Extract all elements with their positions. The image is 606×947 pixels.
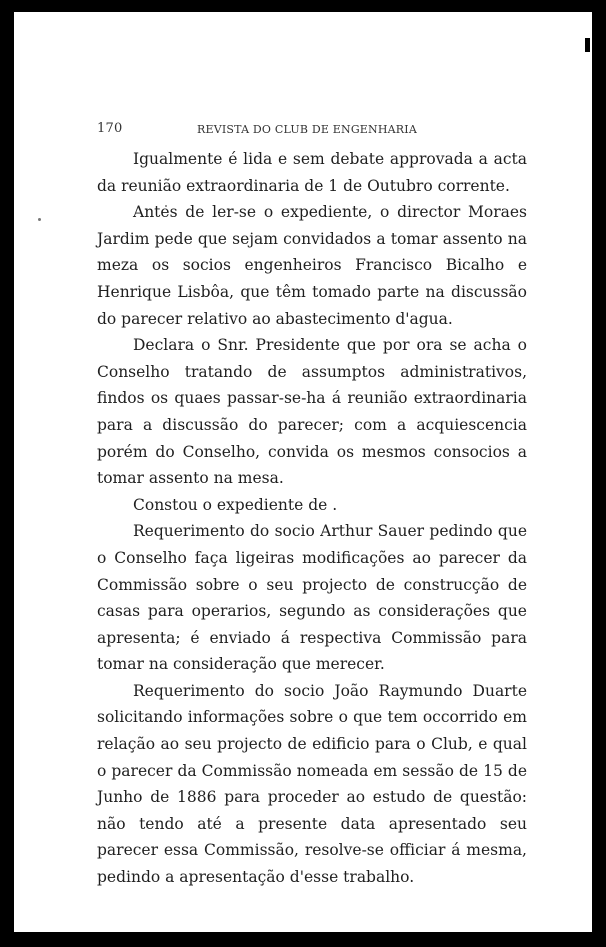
page-number: 170 <box>97 121 123 136</box>
paragraph-raymundo-duarte: Requerimento do socio João Raymundo Duarte solicitando informações sobre o que tem occorrido em relação ao seu projecto de edificio para o Club, e qual o parecer da Commissão nomeada em sessão de 15 de Junho de 1886 para proceder ao estudo de questão: não tendo até a presente data apresentado seu parecer essa Commissão, resolve-se officiar á mesma, pedindo a apresentação d'esse trabalho. <box>97 681 527 887</box>
document-page <box>14 12 592 932</box>
paragraph-minutes-approval: Igualmente é lida e sem debate approvada a acta da reunião extraordinaria de 1 de Outubro corrente. <box>97 150 527 195</box>
paragraph-expediente: Constou o expediente de . <box>133 495 338 514</box>
paragraph-moraes-jardim: Antes de ler-se o expediente, o director Moraes Jardim pede que sejam convidados a tomar assento na meza os socios engenheiros Francisco Bicalho e Henrique Lisbôa, que têm tomado parte na discussão do parecer relativo ao abastecimento d'agua. <box>97 203 527 328</box>
running-header <box>97 121 527 137</box>
scan-edge-mark <box>585 38 590 52</box>
scan-speck <box>38 218 41 221</box>
paragraph-arthur-sauer: Requerimento do socio Arthur Sauer pedindo que o Conselho faça ligeiras modificações ao parecer da Commissão sobre o seu projecto de construcção de casas para operarios, segundo as considerações que apresenta; é enviado á respectiva Commissão para tomar na consideração que merecer. <box>97 522 527 674</box>
paragraph-presidente: Declara o Snr. Presidente que por ora se acha o Conselho tratando de assumptos administrativos, findos os quaes passar-se-ha á reunião extraordinaria para a discussão do parecer; com a acquiescencia porém do Conselho, convida os mesmos consocios a tomar assento na mesa. <box>97 336 527 488</box>
running-title: REVISTA DO CLUB DE ENGENHARIA <box>197 123 417 136</box>
body-text <box>97 146 527 891</box>
